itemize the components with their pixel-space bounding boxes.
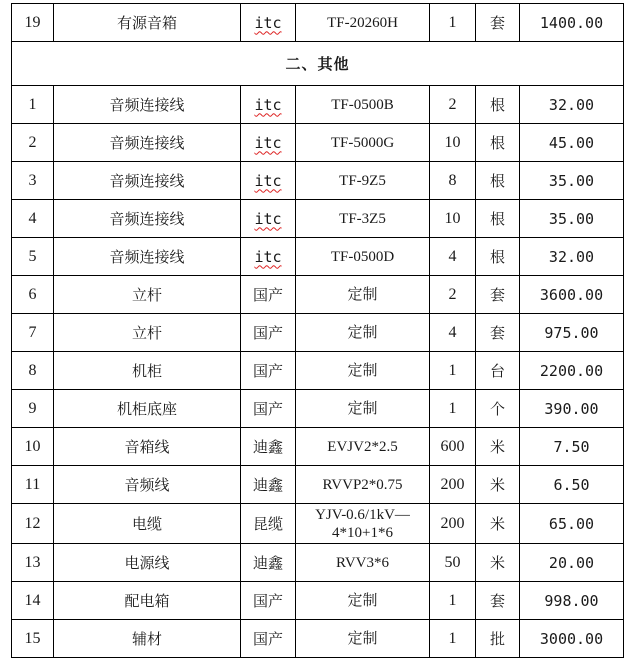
- unit: 米: [476, 428, 520, 466]
- quantity: 200: [430, 466, 476, 504]
- item-name: 音频连接线: [54, 124, 241, 162]
- model: TF-9Z5: [296, 162, 430, 200]
- unit: 米: [476, 504, 520, 544]
- row-number: 5: [12, 238, 54, 276]
- model: YJV-0.6/1kV—4*10+1*6: [296, 504, 430, 544]
- brand: 迪鑫: [241, 544, 296, 582]
- model: 定制: [296, 276, 430, 314]
- unit-price: 2200.00: [520, 352, 624, 390]
- item-name: 音频连接线: [54, 162, 241, 200]
- item-name: 辅材: [54, 620, 241, 658]
- item-name: 音频连接线: [54, 200, 241, 238]
- model: TF-20260H: [296, 4, 430, 42]
- quantity: 4: [430, 314, 476, 352]
- unit: 个: [476, 390, 520, 428]
- table-row: [12, 238, 624, 276]
- item-name: 有源音箱: [54, 4, 241, 42]
- quantity: 2: [430, 86, 476, 124]
- row-number: 1: [12, 86, 54, 124]
- table-row: [12, 544, 624, 582]
- brand: itc: [241, 200, 296, 238]
- model: RVV3*6: [296, 544, 430, 582]
- row-number: 14: [12, 582, 54, 620]
- unit-price: 3000.00: [520, 620, 624, 658]
- quantity: 1: [430, 582, 476, 620]
- unit-price: 35.00: [520, 200, 624, 238]
- brand: 国产: [241, 390, 296, 428]
- unit: 批: [476, 620, 520, 658]
- quote-table: [11, 3, 624, 658]
- row-number: 12: [12, 504, 54, 544]
- unit-price: 32.00: [520, 86, 624, 124]
- unit: 套: [476, 314, 520, 352]
- unit-price: 998.00: [520, 582, 624, 620]
- unit-price: 3600.00: [520, 276, 624, 314]
- quantity: 8: [430, 162, 476, 200]
- quantity: 1: [430, 620, 476, 658]
- row-number: 11: [12, 466, 54, 504]
- item-name: 音频线: [54, 466, 241, 504]
- table-row: [12, 428, 624, 466]
- model: TF-0500B: [296, 86, 430, 124]
- unit-price: 6.50: [520, 466, 624, 504]
- table-row: [12, 162, 624, 200]
- row-number: 15: [12, 620, 54, 658]
- quantity: 10: [430, 124, 476, 162]
- unit-price: 32.00: [520, 238, 624, 276]
- quantity: 2: [430, 276, 476, 314]
- brand: itc: [241, 4, 296, 42]
- brand: 国产: [241, 276, 296, 314]
- model: 定制: [296, 620, 430, 658]
- model: 定制: [296, 390, 430, 428]
- unit-price: 390.00: [520, 390, 624, 428]
- quantity: 4: [430, 238, 476, 276]
- unit-price: 975.00: [520, 314, 624, 352]
- table-row: [12, 124, 624, 162]
- unit: 根: [476, 124, 520, 162]
- quantity: 1: [430, 390, 476, 428]
- brand: 国产: [241, 620, 296, 658]
- brand: itc: [241, 238, 296, 276]
- table-row: [12, 4, 624, 42]
- table-row: [12, 200, 624, 238]
- section-header-row: [12, 42, 624, 86]
- model: RVVP2*0.75: [296, 466, 430, 504]
- brand: 国产: [241, 352, 296, 390]
- item-name: 配电箱: [54, 582, 241, 620]
- item-name: 音箱线: [54, 428, 241, 466]
- section-title: 二、其他: [12, 42, 624, 86]
- brand: itc: [241, 162, 296, 200]
- brand: 迪鑫: [241, 466, 296, 504]
- quantity: 10: [430, 200, 476, 238]
- brand: itc: [241, 86, 296, 124]
- brand: 昆缆: [241, 504, 296, 544]
- model: TF-3Z5: [296, 200, 430, 238]
- table-row: [12, 86, 624, 124]
- item-name: 立杆: [54, 276, 241, 314]
- table-row: [12, 352, 624, 390]
- model: 定制: [296, 582, 430, 620]
- brand: 国产: [241, 314, 296, 352]
- item-name: 电源线: [54, 544, 241, 582]
- table-row: [12, 314, 624, 352]
- row-number: 8: [12, 352, 54, 390]
- quantity: 1: [430, 352, 476, 390]
- unit: 根: [476, 200, 520, 238]
- item-name: 立杆: [54, 314, 241, 352]
- unit: 根: [476, 162, 520, 200]
- unit: 米: [476, 544, 520, 582]
- item-name: 电缆: [54, 504, 241, 544]
- row-number: 19: [12, 4, 54, 42]
- unit-price: 45.00: [520, 124, 624, 162]
- row-number: 3: [12, 162, 54, 200]
- row-number: 4: [12, 200, 54, 238]
- row-number: 13: [12, 544, 54, 582]
- table-row: [12, 276, 624, 314]
- unit: 台: [476, 352, 520, 390]
- unit-price: 20.00: [520, 544, 624, 582]
- table-row: [12, 466, 624, 504]
- table-row: [12, 390, 624, 428]
- unit-price: 35.00: [520, 162, 624, 200]
- table-row: [12, 504, 624, 544]
- unit-price: 7.50: [520, 428, 624, 466]
- item-name: 机柜: [54, 352, 241, 390]
- row-number: 7: [12, 314, 54, 352]
- unit: 套: [476, 582, 520, 620]
- table-row: [12, 620, 624, 658]
- model: EVJV2*2.5: [296, 428, 430, 466]
- model: TF-0500D: [296, 238, 430, 276]
- table-row: [12, 582, 624, 620]
- brand: itc: [241, 124, 296, 162]
- unit: 米: [476, 466, 520, 504]
- unit: 套: [476, 276, 520, 314]
- model: TF-5000G: [296, 124, 430, 162]
- unit-price: 65.00: [520, 504, 624, 544]
- row-number: 6: [12, 276, 54, 314]
- item-name: 音频连接线: [54, 238, 241, 276]
- unit: 根: [476, 238, 520, 276]
- row-number: 10: [12, 428, 54, 466]
- model: 定制: [296, 314, 430, 352]
- unit-price: 1400.00: [520, 4, 624, 42]
- item-name: 音频连接线: [54, 86, 241, 124]
- model: 定制: [296, 352, 430, 390]
- row-number: 9: [12, 390, 54, 428]
- brand: 国产: [241, 582, 296, 620]
- unit: 根: [476, 86, 520, 124]
- quantity: 600: [430, 428, 476, 466]
- row-number: 2: [12, 124, 54, 162]
- quantity: 200: [430, 504, 476, 544]
- quantity: 50: [430, 544, 476, 582]
- item-name: 机柜底座: [54, 390, 241, 428]
- quantity: 1: [430, 4, 476, 42]
- unit: 套: [476, 4, 520, 42]
- brand: 迪鑫: [241, 428, 296, 466]
